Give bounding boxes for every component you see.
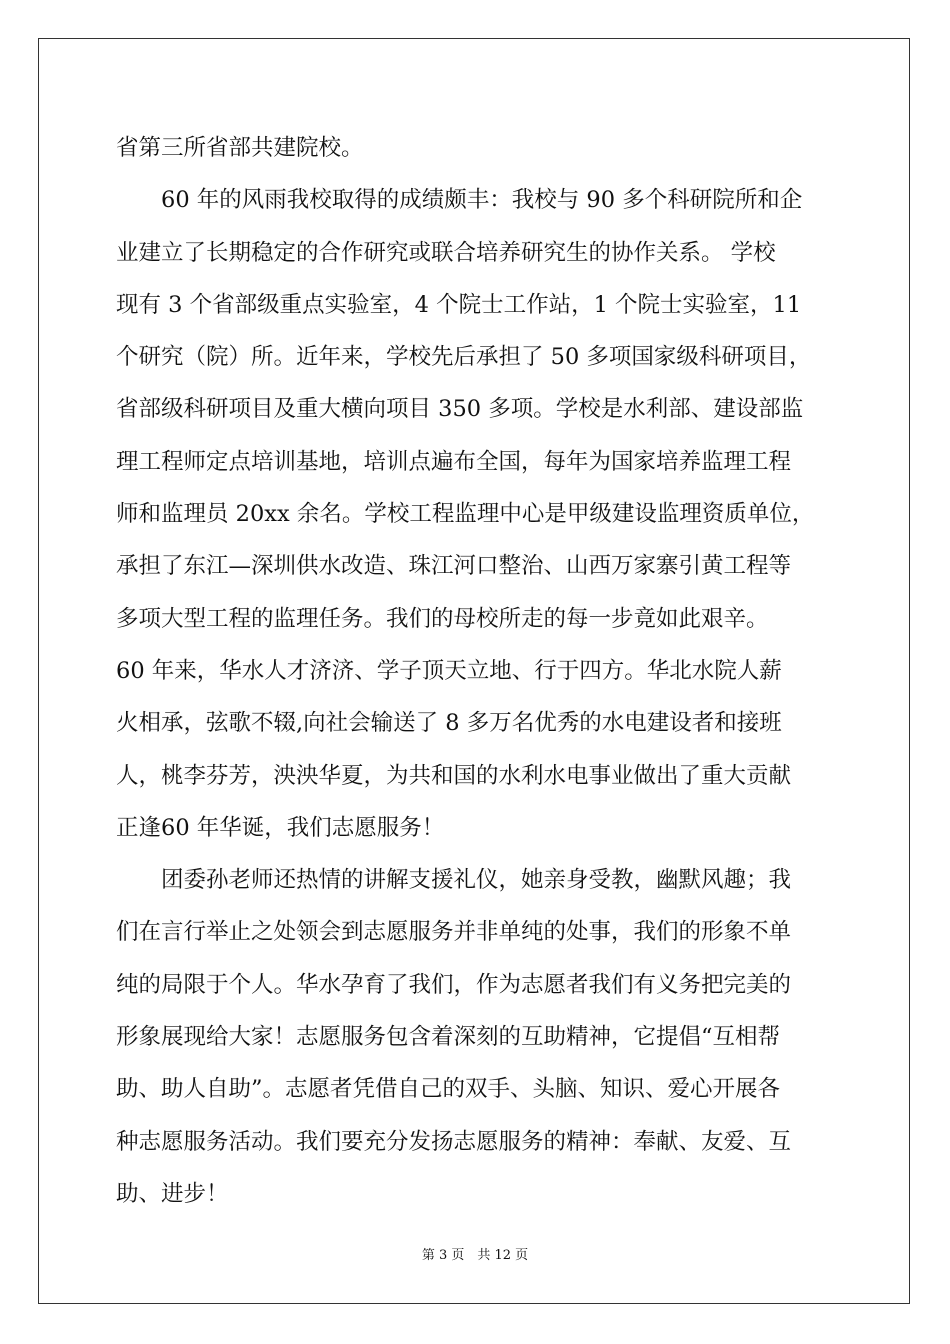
text-line: 人，桃李芬芳，泱泱华夏，为共和国的水利水电事业做出了重大贡献 (116, 762, 792, 789)
text-line: 承担了东江—深圳供水改造、珠江河口整治、山西万家寨引黄工程等 (116, 553, 792, 580)
text-line: 形象展现给大家！志愿服务包含着深刻的互助精神，它提倡“互相帮 (116, 1024, 781, 1051)
text-line: 种志愿服务活动。我们要充分发扬志愿服务的精神：奉献、友爱、互 (116, 1128, 792, 1155)
page-number-footer: 第 3 页 共 12 页 (421, 1248, 529, 1263)
text-line: 60 年来，华水人才济济、学子顶天立地、行于四方。华北水院人薪 (116, 657, 782, 684)
text-line: 助、助人自助”。志愿者凭借自己的双手、头脑、知识、爱心开展各 (116, 1076, 781, 1103)
document-body (116, 126, 836, 1224)
text-line: 助、进步！ (116, 1180, 229, 1207)
text-line: 火相承，弦歌不辍,向社会输送了 8 多万名优秀的水电建设者和接班 (116, 710, 782, 737)
text-line: 正逢60 年华诞，我们志愿服务！ (116, 814, 445, 841)
text-line: 团委孙老师还热情的讲解支援礼仪，她亲身受教，幽默风趣；我 (116, 867, 792, 894)
text-line: 多项大型工程的监理任务。我们的母校所走的每一步竟如此艰辛。 (116, 605, 769, 632)
text-line: 理工程师定点培训基地，培训点遍布全国，每年为国家培养监理工程 (116, 448, 792, 475)
text-line: 现有 3 个省部级重点实验室，4 个院士工作站，1 个院士实验室，11 (116, 291, 802, 318)
text-line: 们在言行举止之处领会到志愿服务并非单纯的处事，我们的形象不单 (116, 919, 792, 946)
text-line: 60 年的风雨我校取得的成绩颇丰：我校与 90 多个科研院所和企 (116, 187, 803, 214)
text-line: 业建立了长期稳定的合作研究或联合培养研究生的协作关系。 学校 (116, 239, 776, 266)
text-line: 纯的局限于个人。华水孕育了我们，作为志愿者我们有义务把完美的 (116, 971, 792, 998)
text-line: 师和监理员 20xx 余名。学校工程监理中心是甲级建设监理资质单位， (116, 501, 815, 528)
text-line: 个研究（院）所。近年来，学校先后承担了 50 多项国家级科研项目， (116, 344, 812, 371)
text-line: 省第三所省部共建院校。 (116, 135, 364, 161)
text-line: 省部级科研项目及重大横向项目 350 多项。学校是水利部、建设部监 (116, 396, 804, 423)
